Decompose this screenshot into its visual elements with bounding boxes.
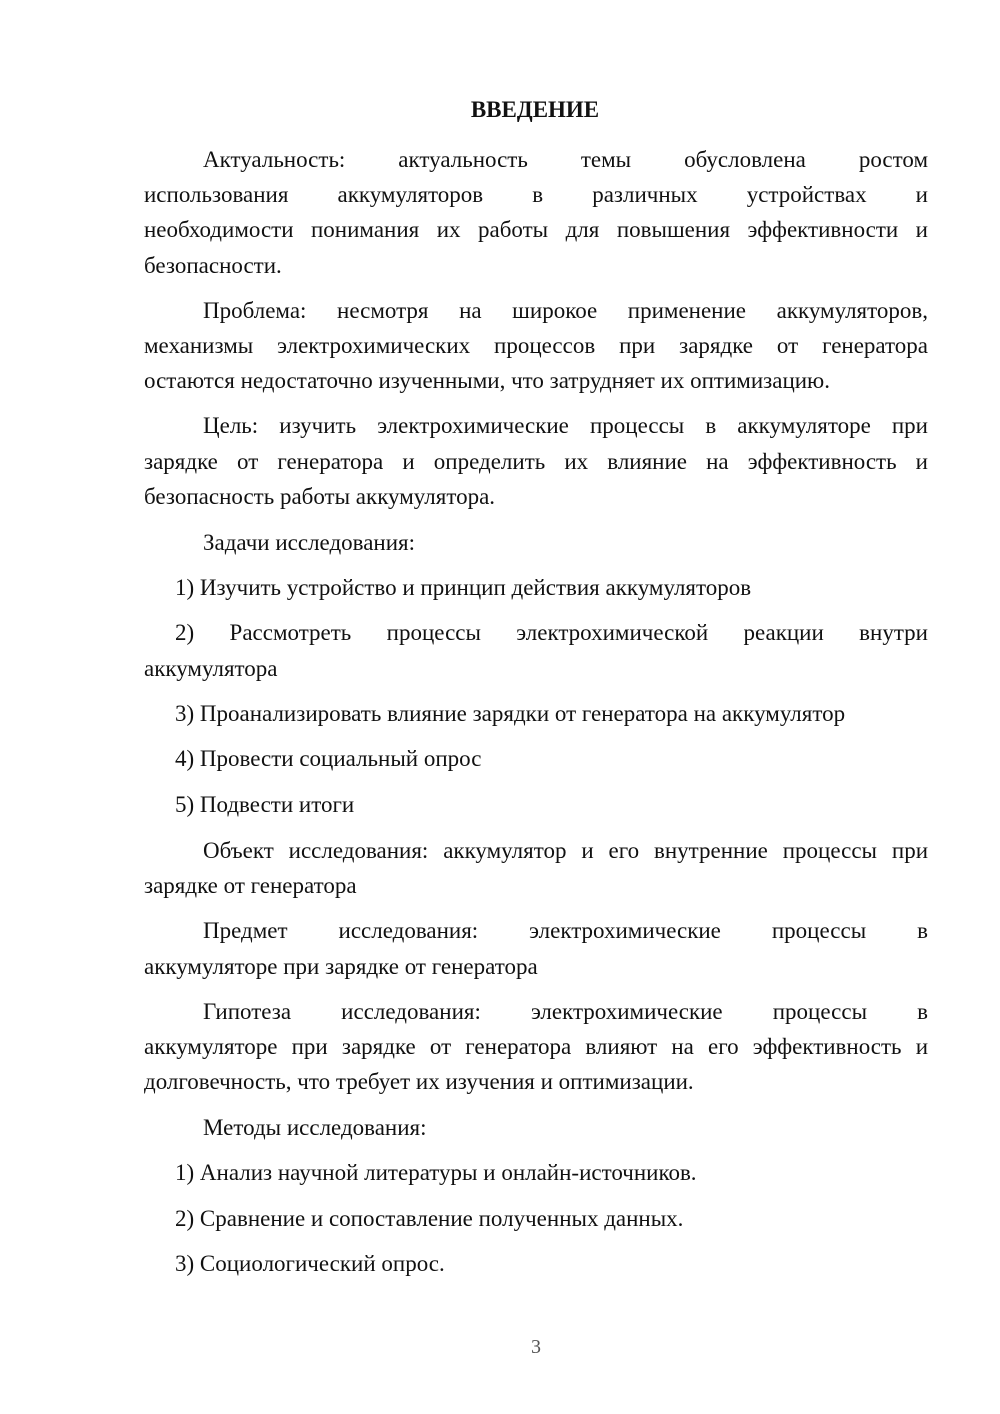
page-number: 3 <box>531 1336 541 1358</box>
relevance-line: Актуальность: актуальность темы обусловлена ростом <box>203 147 928 172</box>
page-title: ВВЕДЕНИЕ <box>470 97 600 122</box>
problem-line: механизмы электрохимических процессов при зарядке от генератора <box>144 333 928 358</box>
problem-line: Проблема: несмотря на широкое применение аккумуляторов, <box>203 298 928 323</box>
list-item: 3) Социологический опрос. <box>175 1251 445 1276</box>
hypothesis-line: долговечность, что требует их изучения и оптимизации. <box>144 1069 694 1094</box>
list-item: 3) Проанализировать влияние зарядки от генератора на аккумулятор <box>175 701 846 726</box>
relevance-line: использования аккумуляторов в различных устройствах и <box>144 182 928 207</box>
subject-line: аккумуляторе при зарядке от генератора <box>144 954 538 979</box>
relevance-line: необходимости понимания их работы для повышения эффективности и <box>144 217 928 242</box>
hypothesis-line: Гипотеза исследования: электрохимические процессы в <box>203 999 928 1024</box>
object-line: зарядке от генератора <box>144 873 357 898</box>
goal-line: Цель: изучить электрохимические процессы в аккумуляторе при <box>203 413 928 438</box>
methods-title: Методы исследования: <box>203 1115 427 1140</box>
list-item-continuation: аккумулятора <box>144 656 278 681</box>
goal-line: безопасность работы аккумулятора. <box>144 484 496 509</box>
problem-line: остаются недостаточно изученными, что затрудняет их оптимизацию. <box>144 368 830 393</box>
list-item: 2) Рассмотреть процессы электрохимической реакции внутри <box>175 620 928 645</box>
list-item: 5) Подвести итоги <box>175 792 355 817</box>
subject-line: Предмет исследования: электрохимические процессы в <box>203 918 928 943</box>
goal-line: зарядке от генератора и определить их влияние на эффективность и <box>144 449 928 474</box>
list-item: 4) Провести социальный опрос <box>175 746 482 771</box>
list-item: 2) Сравнение и сопоставление полученных данных. <box>175 1206 684 1231</box>
hypothesis-line: аккумуляторе при зарядке от генератора влияют на его эффективность и <box>144 1034 928 1059</box>
list-item: 1) Анализ научной литературы и онлайн-источников. <box>175 1160 697 1185</box>
object-line: Объект исследования: аккумулятор и его внутренние процессы при <box>203 838 928 863</box>
tasks-title: Задачи исследования: <box>203 530 416 555</box>
relevance-line: безопасности. <box>144 253 282 278</box>
list-item: 1) Изучить устройство и принцип действия аккумуляторов <box>175 575 752 600</box>
